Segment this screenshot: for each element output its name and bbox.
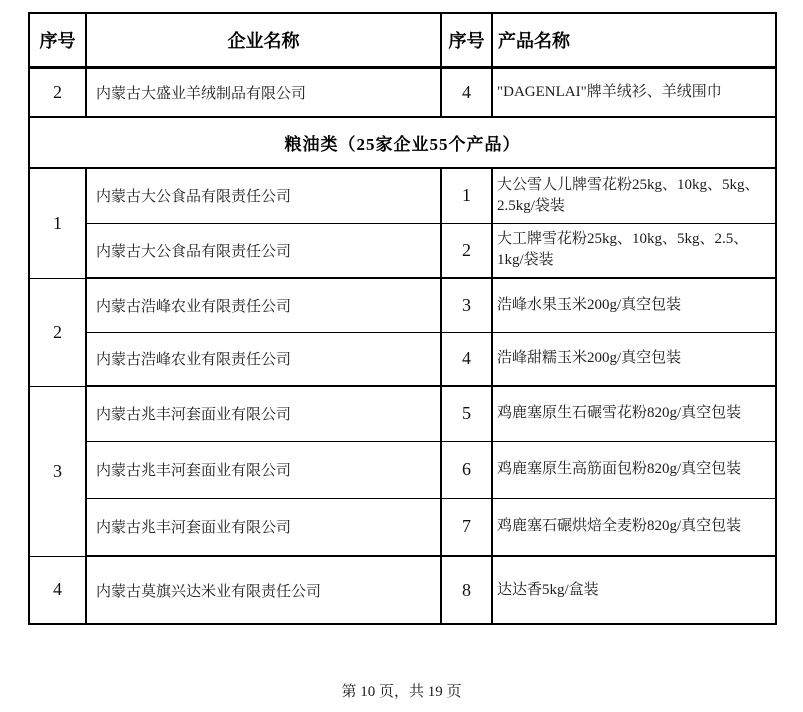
header-serial-col: 序号 [29,13,86,67]
table-row [29,278,776,332]
company-cell: 内蒙古兆丰河套面业有限公司 [86,386,441,441]
product-cell: 浩峰水果玉米200g/真空包装 [492,278,776,332]
table-row [29,498,776,556]
product-serial-cell: 4 [441,332,492,386]
product-serial-cell: 2 [441,223,492,278]
product-cell: 大工牌雪花粉25kg、10kg、5kg、2.5、1kg/袋装 [492,223,776,278]
product-cell: 鸡鹿塞原生高筋面包粉820g/真空包装 [492,441,776,498]
product-serial-cell: 8 [441,556,492,624]
product-serial-cell: 6 [441,441,492,498]
group-serial-cell: 4 [29,556,86,624]
company-cell: 内蒙古浩峰农业有限责任公司 [86,278,441,332]
table-row [29,556,776,624]
product-serial-cell: 7 [441,498,492,556]
group-serial-cell: 3 [29,386,86,556]
page-number: 第 10 页，共 19 页 [341,684,462,700]
product-cell: 达达香5kg/盒装 [492,556,776,624]
table-row [29,223,776,278]
products-table [28,12,777,625]
table-row [29,441,776,498]
table-row [29,168,776,223]
group-serial-cell: 2 [29,67,86,117]
section-header: 粮油类（25家企业55个产品） [29,117,776,168]
table-row [29,67,776,117]
product-cell: 鸡鹿塞原生石碾雪花粉820g/真空包装 [492,386,776,441]
header-product-col: 产品名称 [492,13,776,67]
header-company-col: 企业名称 [86,13,441,67]
company-cell: 内蒙古莫旗兴达米业有限责任公司 [86,556,441,624]
table-row [29,386,776,441]
company-cell: 内蒙古大公食品有限责任公司 [86,223,441,278]
header-product-serial-col: 序号 [441,13,492,67]
company-cell: 内蒙古兆丰河套面业有限公司 [86,498,441,556]
company-cell: 内蒙古大公食品有限责任公司 [86,168,441,223]
product-cell: 浩峰甜糯玉米200g/真空包装 [492,332,776,386]
product-serial-cell: 3 [441,278,492,332]
company-cell: 内蒙古浩峰农业有限责任公司 [86,332,441,386]
product-serial-cell: 5 [441,386,492,441]
group-serial-cell: 1 [29,168,86,278]
section-header-row [29,117,776,168]
table-header-row [29,13,776,67]
group-serial-cell: 2 [29,278,86,386]
product-serial-cell: 1 [441,168,492,223]
product-cell: 鸡鹿塞石碾烘焙全麦粉820g/真空包装 [492,498,776,556]
product-cell: 大公雪人儿牌雪花粉25kg、10kg、5kg、2.5kg/袋装 [492,168,776,223]
product-serial-cell: 4 [441,67,492,117]
table-row [29,332,776,386]
company-cell: 内蒙古兆丰河套面业有限公司 [86,441,441,498]
product-cell: "DAGENLAI"牌羊绒衫、羊绒围巾 [492,67,776,117]
company-cell: 内蒙古大盛业羊绒制品有限公司 [86,67,441,117]
